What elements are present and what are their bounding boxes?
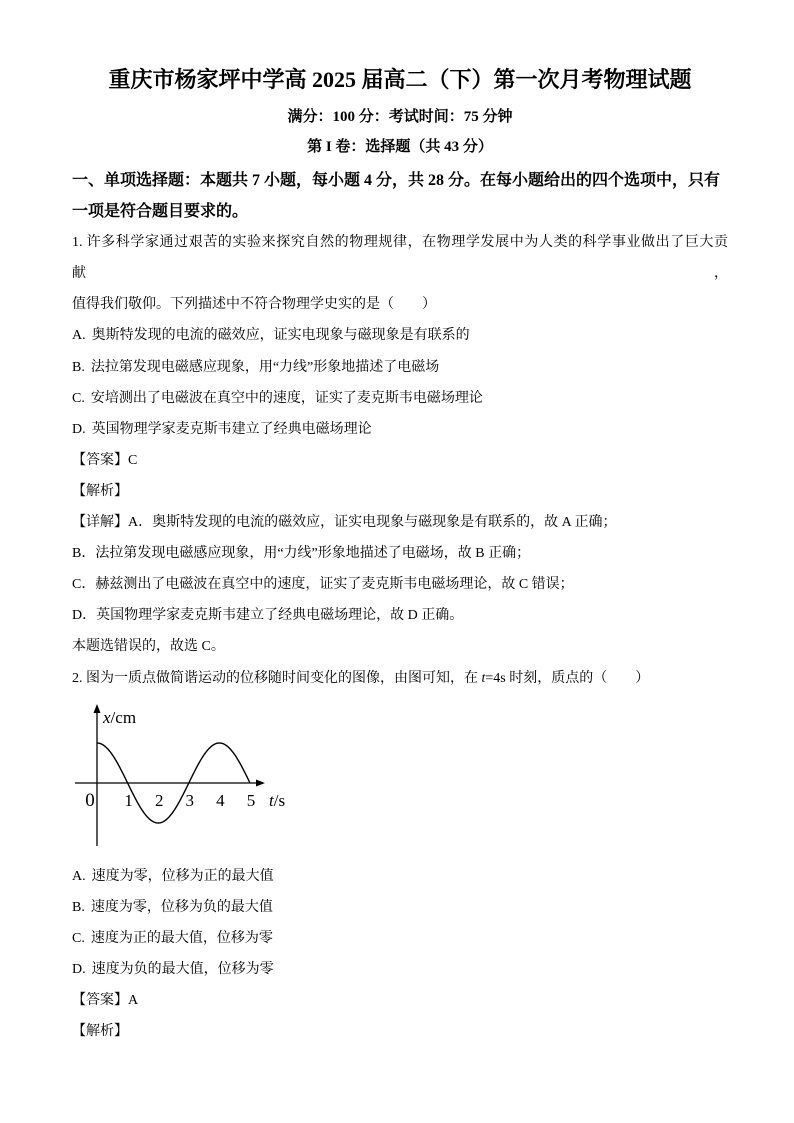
q1-stem [72,227,728,320]
y-axis-label-unit: /cm [110,707,137,727]
option-label: B. [72,359,85,375]
q2-stem-variable: t [481,670,486,686]
q1-option-b [72,352,728,383]
option-label: C. [72,390,85,406]
option-label: A. [72,868,86,884]
answer-value: A [128,992,139,1008]
q2-option-a [72,861,728,892]
answer-tag: 【答案】 [72,992,128,1008]
detail-text: A．奥斯特发现的电流的磁效应，证实电现象与磁现象是有联系的，故 A 正确； [128,515,617,531]
option-text: 速度为负的最大值，位移为零 [91,961,274,977]
q1-stem-line-2: 值得我们敬仰。下列描述中不符合物理学史实的是（ ） [72,297,436,313]
q2-stem-before: 2. 图为一质点做简谐运动的位移随时间变化的图像，由图可知，在 [72,670,482,686]
q1-analysis-tag: 【解析】 [72,483,128,499]
x-tick-label: 1 [124,790,133,810]
option-label: D. [72,421,86,437]
q1-option-a [72,320,728,351]
q2-stem-after: =4s 时刻，质点的（ ） [485,670,650,686]
x-tick-label: 2 [154,790,164,810]
x-axis-label-unit: /s [273,790,286,810]
x-tick-label: 5 [246,790,256,810]
y-axis-arrow [94,704,101,713]
page-content [72,64,728,1047]
option-text: 速度为零，位移为正的最大值 [91,868,274,884]
q1-option-d [72,414,728,445]
q1-option-c [72,383,728,414]
q2-option-b [72,892,728,923]
part-heading: 第 I 卷：选择题（共 43 分） [307,139,493,155]
x-tick-label: 4 [216,790,225,810]
option-text: 速度为零，位移为负的最大值 [90,899,273,915]
x-axis-arrow [256,779,265,786]
q1-detail-c: C．赫兹测出了电磁波在真空中的速度，证实了麦克斯韦电磁场理论，故 C 错误； [72,577,574,593]
option-label: A. [72,328,86,344]
q1-detail-a [72,507,728,538]
answer-tag: 【答案】 [72,452,128,468]
x-tick-label: 3 [185,790,195,810]
displacement-time-graph [72,696,302,861]
option-label: B. [72,899,85,915]
y-axis-label-variable: x [103,707,111,727]
q1-stem-line-1: 1. 许多科学家通过艰苦的实验来探究自然的物理规律，在物理学发展中为人类的科学事业做出了巨大贡献， [72,235,728,282]
exam-title: 重庆市杨家坪中学高 2025 届高二（下）第一次月考物理试题 [108,67,692,92]
detail-tag: 【详解】 [72,515,128,531]
q1-answer [72,445,728,476]
option-text: 安培测出了电磁波在真空中的速度，证实了麦克斯韦电磁场理论 [90,390,483,406]
section-heading-line-1: 一、单项选择题：本题共 7 小题，每小题 4 分，共 28 分。在每小题给出的四个选项中，只有 [72,172,721,189]
section-heading [72,165,728,227]
y-axis-label [102,708,136,727]
option-label: C. [72,930,85,946]
origin-label: 0 [85,789,95,811]
option-text: 英国物理学家麦克斯韦建立了经典电磁场理论 [91,421,372,437]
q1-detail-b: B．法拉第发现电磁感应现象，用“力线”形象地描述了电磁场，故 B 正确； [72,546,531,562]
q1-detail-d: D．英国物理学家麦克斯韦建立了经典电磁场理论，故 D 正确。 [72,608,464,624]
option-label: D. [72,961,86,977]
q2-option-d [72,954,728,985]
exam-score-time: 满分：100 分：考试时间：75 分钟 [287,109,513,125]
x-axis-label-variable: t [269,790,274,810]
option-text: 奥斯特发现的电流的磁效应，证实电现象与磁现象是有联系的 [91,328,470,344]
x-axis-label [269,791,285,810]
q2-option-c [72,923,728,954]
answer-value: C [128,452,138,468]
option-text: 法拉第发现电磁感应现象，用“力线”形象地描述了电磁场 [90,359,440,375]
q1-conclusion: 本题选错误的，故选 C。 [72,639,225,655]
q2-stem [72,663,728,694]
section-heading-line-2: 一项是符合题目要求的。 [72,203,249,221]
option-text: 速度为正的最大值，位移为零 [90,930,273,946]
q2-analysis-tag: 【解析】 [72,1024,128,1040]
q2-answer [72,985,728,1016]
